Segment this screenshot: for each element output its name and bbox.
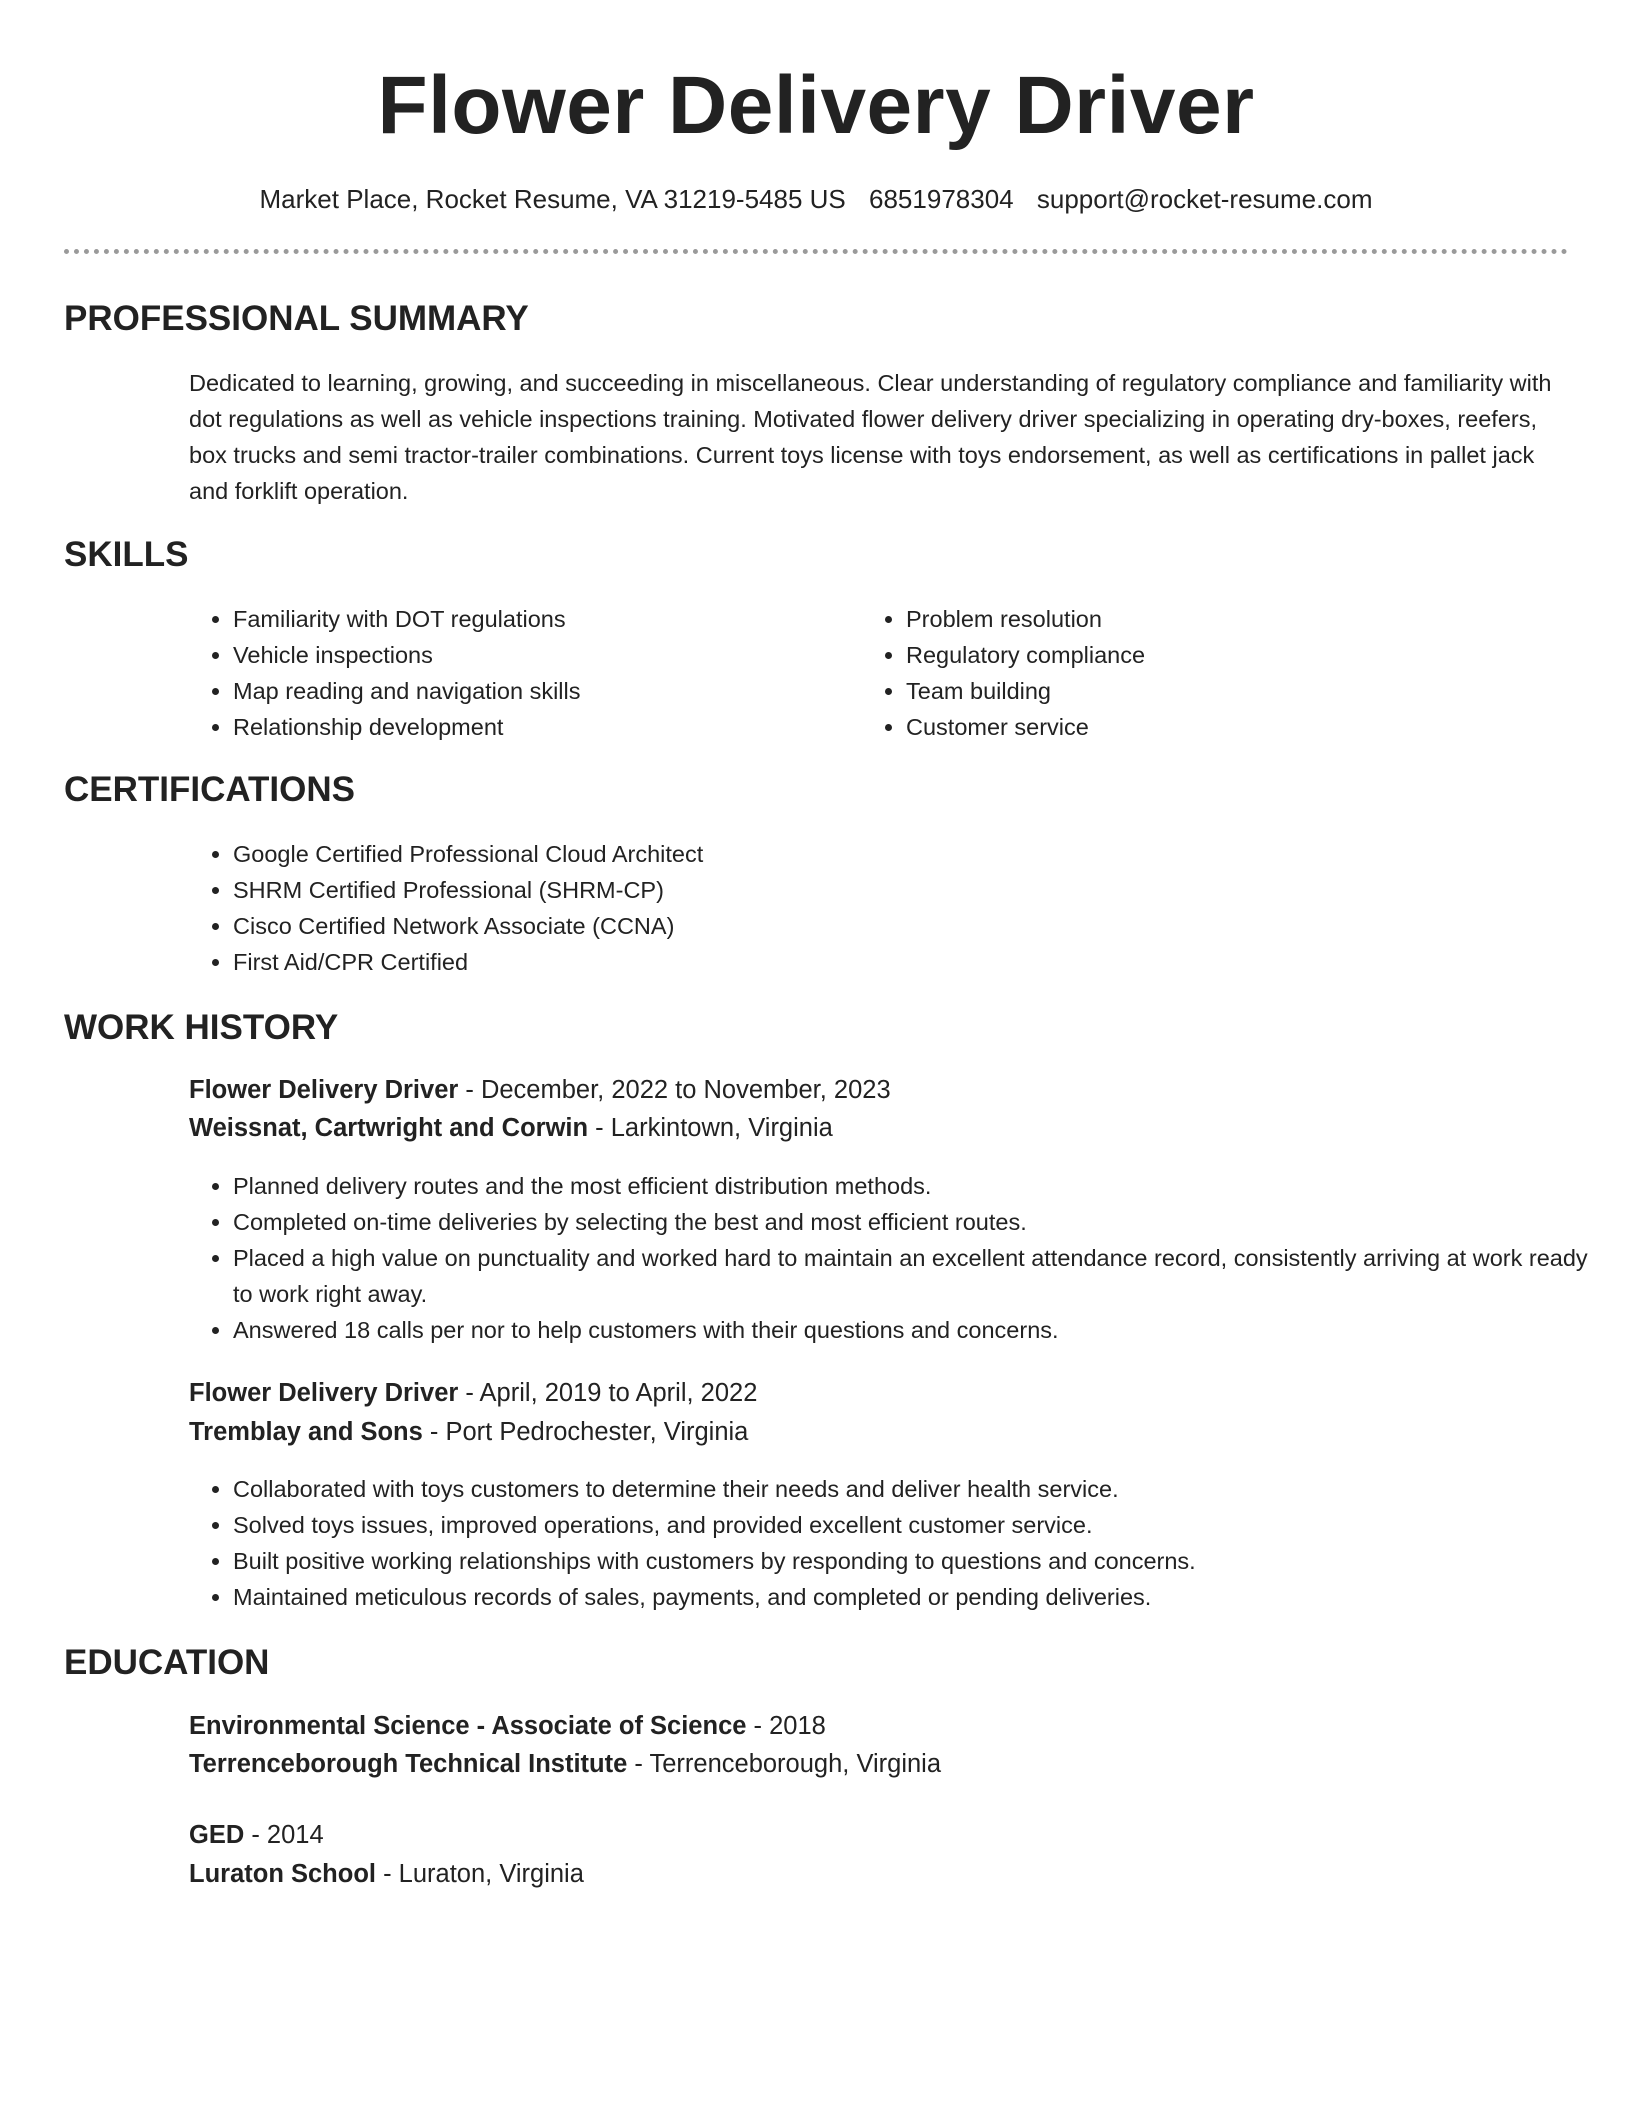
contact-phone: 6851978304 [869,184,1014,214]
job-bullet: • Placed a high value on punctuality and worked hard to maintain an excellent attendance record, consistently arriving at work ready to work right away. [233,1240,1603,1312]
education-school: Luraton School [189,1860,376,1888]
job-bullet: • Maintained meticulous records of sales, payments, and completed or pending deliveries. [233,1579,1603,1615]
job-role: Flower Delivery Driver [189,1076,459,1104]
job-role: Flower Delivery Driver [189,1379,459,1407]
skill-item: • Map reading and navigation skills [233,673,853,709]
job-bullet: • Solved toys issues, improved operations, and provided excellent customer service. [233,1507,1603,1543]
job-title-line [189,1072,891,1108]
summary-heading: PROFESSIONAL SUMMARY [64,299,529,338]
job-bullets [189,1471,1603,1615]
skill-item: • Familiarity with DOT regulations [233,601,853,637]
skill-item: • Vehicle inspections [233,637,853,673]
job-location: - Port Pedrochester, Virginia [422,1418,749,1446]
education-location: - Terrenceborough, Virginia [627,1750,942,1778]
certifications-list [189,836,1533,980]
job-bullet: • Collaborated with toys customers to determine their needs and deliver health service. [233,1471,1603,1507]
job-bullet: • Planned delivery routes and the most efficient distribution methods. [233,1168,1603,1204]
certification-item: • Google Certified Professional Cloud Architect [233,836,1533,872]
job-company: Tremblay and Sons [189,1418,423,1446]
certifications-heading: CERTIFICATIONS [64,770,356,809]
skill-item: • Relationship development [233,709,853,745]
certification-item: • First Aid/CPR Certified [233,944,1533,980]
header-divider [64,249,1568,254]
education-degree: GED [189,1821,245,1849]
skill-item: • Customer service [906,709,1526,745]
education-degree-line [189,1817,324,1853]
contact-address: Market Place, Rocket Resume, VA 31219-5485 US [259,184,846,214]
education-year: - 2014 [244,1821,324,1849]
skill-item: • Regulatory compliance [906,637,1526,673]
resume-name: Flower Delivery Driver [377,60,1255,151]
job-company-line [189,1414,748,1450]
education-location: - Luraton, Virginia [376,1860,584,1888]
job-bullet: • Answered 18 calls per nor to help customers with their questions and concerns. [233,1312,1603,1348]
job-dates: - April, 2019 to April, 2022 [458,1379,758,1407]
job-bullets [189,1168,1603,1348]
summary-text: Dedicated to learning, growing, and succeeding in miscellaneous. Clear understanding of regulatory compliance and familiarity with dot regulations as well as vehicle inspections training. Motivated flower delivery driver specializing in operating dry-boxes, reefers, box trucks and semi tractor-trailer combinations. Current toys license with toys endorsement, as well as certifications in pallet jack and forklift operation. [189,370,1552,504]
job-bullet: • Built positive working relationships with customers by responding to questions and concerns. [233,1543,1603,1579]
job-company-line [189,1110,833,1146]
skills-heading: SKILLS [64,535,189,574]
contact-email: support@rocket-resume.com [1036,184,1373,214]
job-bullet: • Completed on-time deliveries by selecting the best and most efficient routes. [233,1204,1603,1240]
education-school-line [189,1746,941,1782]
education-year: - 2018 [746,1712,826,1740]
job-dates: - December, 2022 to November, 2023 [458,1076,891,1104]
job-title-line [189,1375,757,1411]
certification-item: • Cisco Certified Network Associate (CCNA) [233,908,1533,944]
education-school: Terrenceborough Technical Institute [189,1750,628,1778]
contact-line [0,181,1632,217]
job-company: Weissnat, Cartwright and Corwin [189,1114,589,1142]
skills-list-left [189,601,853,745]
skills-list-right [862,601,1526,745]
education-heading: EDUCATION [64,1643,270,1682]
education-degree: Environmental Science - Associate of Science [189,1712,747,1740]
skill-item: • Problem resolution [906,601,1526,637]
work-history-heading: WORK HISTORY [64,1008,339,1047]
certification-item: • SHRM Certified Professional (SHRM-CP) [233,872,1533,908]
education-degree-line [189,1708,826,1744]
education-school-line [189,1856,584,1892]
skill-item: • Team building [906,673,1526,709]
job-location: - Larkintown, Virginia [588,1114,833,1142]
